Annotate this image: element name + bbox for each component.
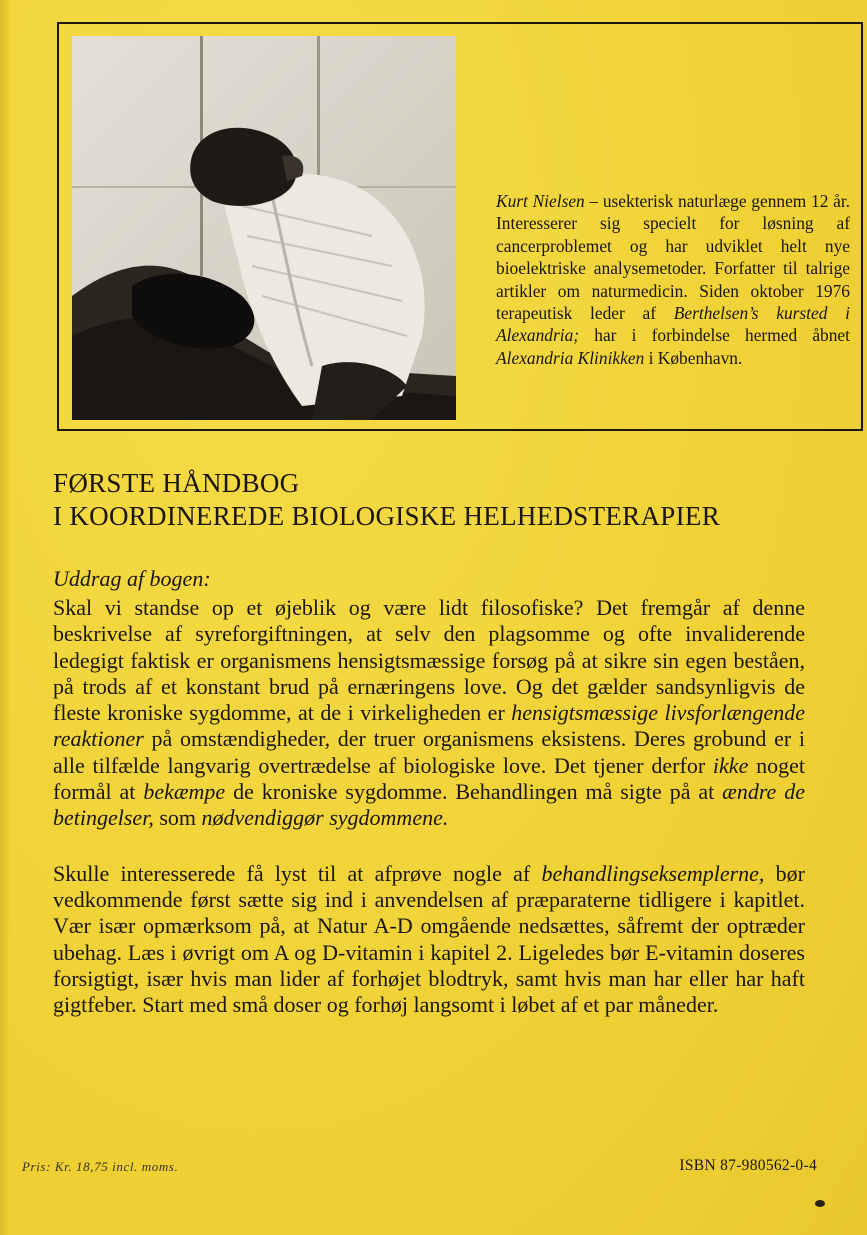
price-label: Pris: Kr. 18,75 incl. moms. (22, 1159, 179, 1174)
excerpt-paragraph-1: Skal vi standse op et øjeblik og være lidt filosofiske? Det fremgår af denne beskrivelse af syreforgiftningen, at selv den plagsomme og ofte invaliderende ledegigt faktisk er organismens hensigtsmæssige forsøg på at sikre sin egen beståen, på trods af et konstant brud på ernæringens love. Og det gælder sandsynligvis de fleste kroniske sygdomme, at de i virkeligheden er hensigtsmæssige livsforlængende reaktioner på omstændigheder, der truer organismens eksistens. Deres grobund er i alle tilfælde langvarig overtrædelse af biologiske love. Det tjener derfor ikke noget formål at bekæmpe de kroniske sygdomme. Behandlingen må sigte på at ændre de betingelser, som nødvendiggør sygdommene. (53, 595, 805, 831)
title-line-2: I KOORDINEREDE BIOLOGISKE HELHEDSTERAPIER (53, 501, 720, 531)
excerpt-heading: Uddrag af bogen: (53, 566, 211, 591)
author-bio (496, 190, 850, 369)
bio-text-1: – usekterisk naturlæge gennem 12 år. Interesserer sig specielt for løsning af cancerproblemet og har udviklet helt nye bioelektriske analysemetoder. Forfatter til talrige artikler om naturmedicin. Siden oktober 1976 terapeutisk leder af (496, 191, 850, 324)
bio-kursted: Berthelsen’s kursted i Alexandria; (496, 303, 850, 346)
author-photo (72, 36, 456, 420)
title-line-1: FØRSTE HÅNDBOG (53, 468, 300, 498)
isbn-label: ISBN 87-980562-0-4 (679, 1157, 817, 1174)
bio-text-2: har i forbindelse hermed åbnet (579, 325, 850, 346)
bio-klinikken: Alexandria Klinikken (496, 347, 645, 368)
excerpt-paragraph-2: Skulle interesserede få lyst til at afprøve nogle af behandlingseksemplerne, bør vedkommende først sætte sig ind i anvendelsen af præparaterne tidligere i kapitlet. Vær især opmærksom på, at Natur A-D omgående nedsættes, såfremt der optræder ubehag. Læs i øvrigt om A og D-vitamin i kapitel 2. Ligeledes bør E-vitamin doseres forsigtigt, især hvis man lider af forhøjet blodtryk, samt hvis man har eller har haft gigtfeber. Start med små doser og forhøj langsomt i løbet af et par måneder. (53, 860, 806, 1018)
book-title (53, 467, 853, 533)
print-speck (815, 1200, 825, 1207)
bio-text-3: i København. (644, 347, 743, 368)
excerpt-body (53, 595, 805, 1018)
cover-edge (0, 0, 10, 1235)
author-name: Kurt Nielsen (496, 191, 585, 211)
